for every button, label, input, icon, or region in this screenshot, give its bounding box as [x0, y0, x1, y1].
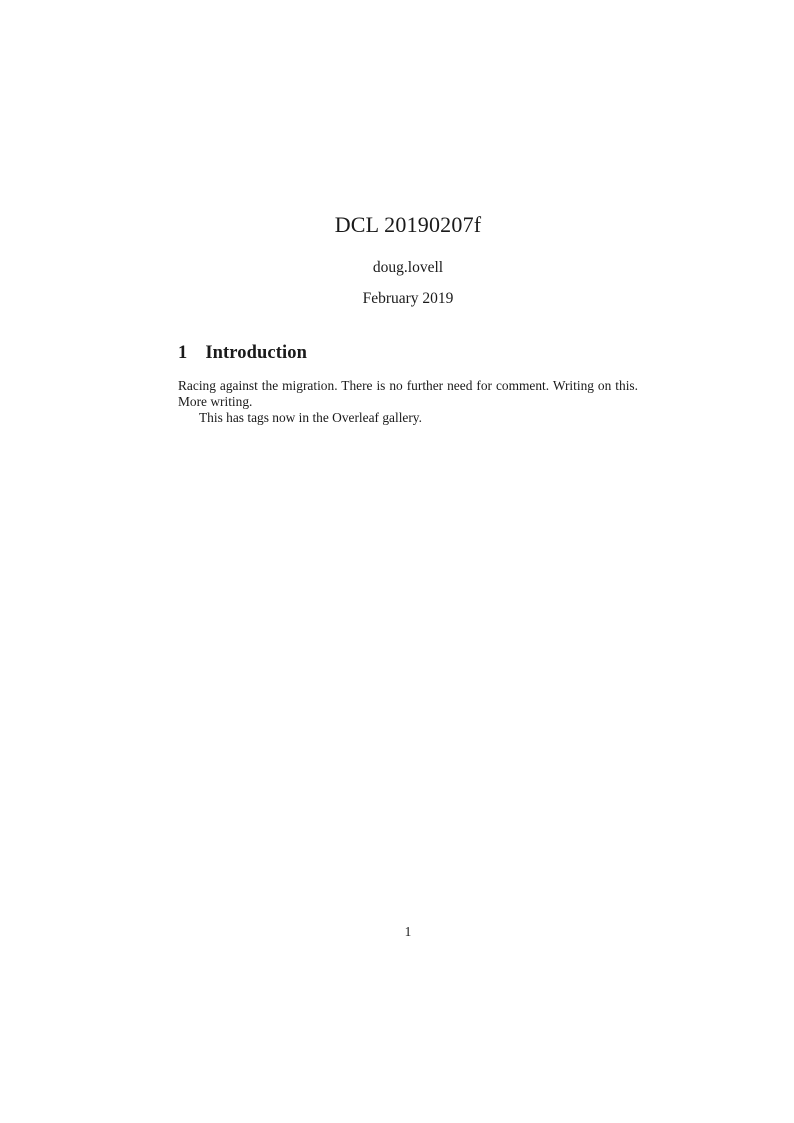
document-date: February 2019	[362, 290, 454, 307]
paragraph: Racing against the migration. There is no further need for comment. Writing on this. More writing.	[178, 378, 638, 410]
page-number: 1	[404, 924, 412, 939]
document-author: doug.lovell	[372, 259, 444, 276]
section-number: 1	[178, 343, 188, 363]
document-title: DCL 20190207f	[334, 212, 482, 237]
section-heading	[178, 343, 638, 364]
section-title: Introduction	[205, 343, 307, 363]
paragraph: This has tags now in the Overleaf gallery.	[199, 410, 422, 426]
body-text	[178, 378, 638, 427]
